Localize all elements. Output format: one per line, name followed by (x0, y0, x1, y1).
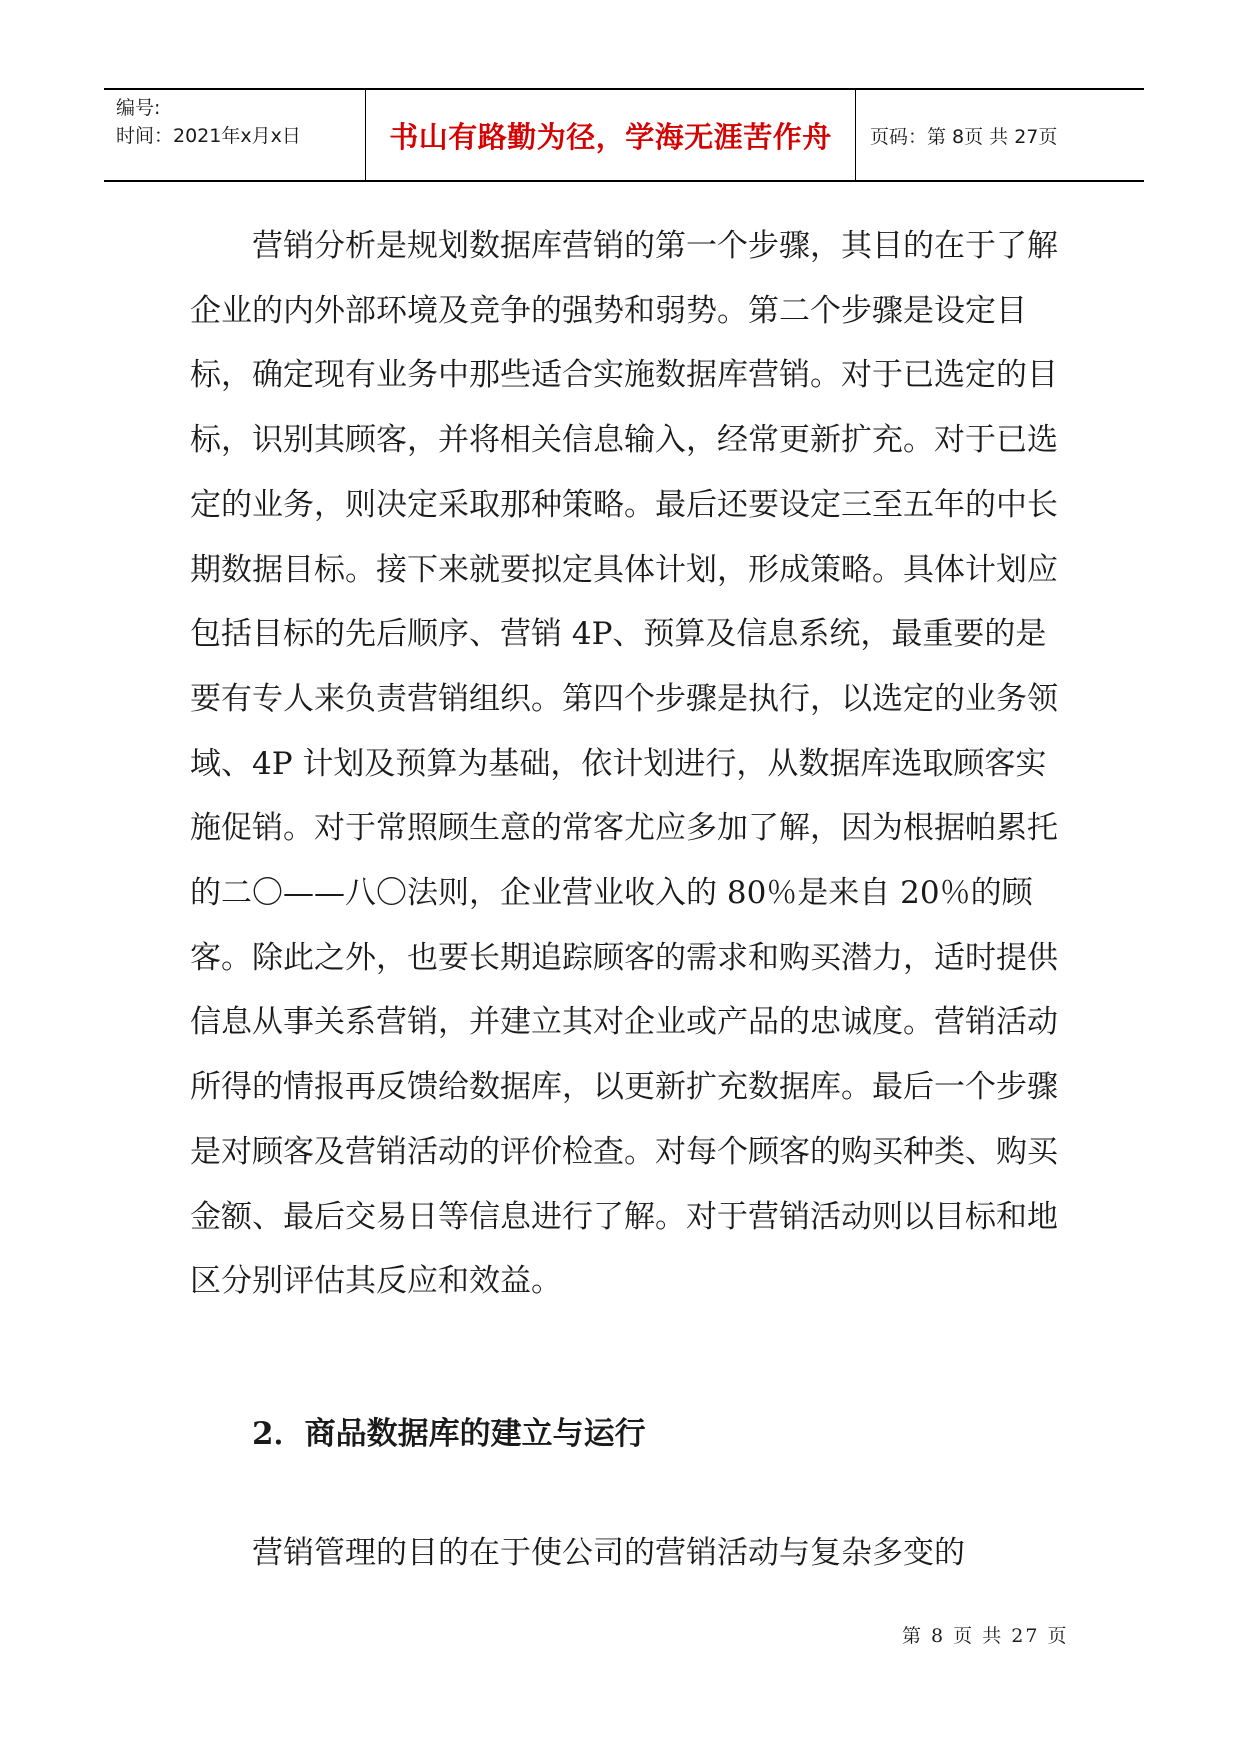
page-footer: 第 8 页 共 27 页 (902, 1625, 1069, 1647)
section-heading: 2．商品数据库的建立与运行 (252, 1416, 646, 1452)
document-time-label: 时间：2021年x月x日 (116, 125, 301, 147)
body-paragraph-2: 营销管理的目的在于使公司的营销活动与复杂多变的 (252, 1535, 965, 1571)
header-page-code: 页码：第 8页 共 27页 (870, 125, 1058, 148)
document-body (190, 214, 1060, 1314)
header-meta (104, 90, 366, 180)
page-header (104, 88, 1144, 182)
header-motto: 书山有路勤为径，学海无涯苦作舟 (366, 90, 856, 180)
document-number-label: 编号: (116, 97, 161, 119)
body-paragraph-1: 营销分析是规划数据库营销的第一个步骤，其目的在于了解企业的内外部环境及竞争的强势和弱势。第二个步骤是设定目标，确定现有业务中那些适合实施数据库营销。对于已选定的目标，识别其顾客，并将相关信息输入，经常更新扩充。对于已选定的业务，则决定采取那种策略。最后还要设定三至五年的中长期数据目标。接下来就要拟定具体计划，形成策略。具体计划应包括目标的先后顺序、营销 4P、预算及信息系统，最重要的是要有专人来负责营销组织。第四个步骤是执行，以选定的业务领域、4P 计划及预算为基础，依计划进行，从数据库选取顾客实施促销。对于常照顾生意的常客尤应多加了解，因为根据帕累托的二〇——八〇法则，企业营业收入的 80％是来自 20％的顾客。除此之外，也要长期追踪顾客的需求和购买潜力，适时提供信息从事关系营销，并建立其对企业或产品的忠诚度。营销活动所得的情报再反馈给数据库，以更新扩充数据库。最后一个步骤是对顾客及营销活动的评价检查。对每个顾客的购买种类、购买金额、最后交易日等信息进行了解。对于营销活动则以目标和地区分别评估其反应和效益。 (190, 228, 1058, 1300)
